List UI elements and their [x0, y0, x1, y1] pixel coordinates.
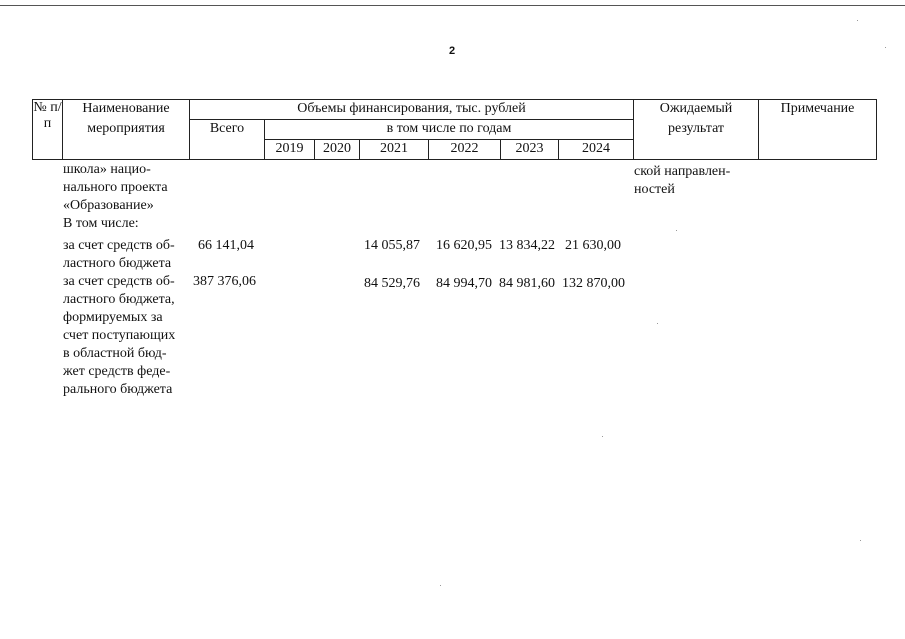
item-result-continued	[634, 163, 730, 199]
item-name-line: нального проекта	[63, 180, 168, 195]
header-year-2023: 2023	[501, 140, 559, 160]
scan-speck	[440, 585, 441, 586]
scan-speck	[676, 230, 677, 231]
header-col-result-line1: Ожидаемый	[659, 101, 733, 116]
row-name-line: формируемых за	[63, 310, 163, 325]
funding-row-regional-2023: 13 834,22	[499, 238, 555, 253]
header-col-name	[63, 100, 190, 160]
scan-speck	[857, 20, 858, 21]
header-col-number-label: № п/п	[33, 100, 62, 131]
funding-row-federal-total: 387 376,06	[193, 274, 256, 289]
funding-row-federal-2023: 84 981,60	[499, 276, 555, 291]
scan-speck	[885, 47, 886, 48]
funding-row-regional-total: 66 141,04	[198, 238, 254, 253]
header-col-result	[634, 100, 759, 160]
header-col-result-line2: результат	[667, 121, 725, 136]
item-result-line: ностей	[634, 182, 675, 197]
item-name-line: «Образование»	[63, 198, 154, 213]
row-name-line: рального бюджета	[63, 382, 173, 397]
header-col-volumes: Объемы финансирования, тыс. рублей	[190, 100, 634, 120]
header-col-by-years: в том числе по годам	[265, 120, 634, 140]
funding-row-federal-2021: 84 529,76	[364, 276, 420, 291]
scan-speck	[602, 436, 603, 437]
item-name-continued	[63, 161, 191, 215]
funding-row-regional-2022: 16 620,95	[436, 238, 492, 253]
funding-row-regional-name	[63, 237, 191, 273]
header-col-number	[33, 100, 63, 160]
row-name-line: ластного бюджета	[63, 256, 172, 271]
header-col-name-line2: мероприятия	[87, 121, 165, 136]
row-name-line: ластного бюджета,	[63, 292, 175, 307]
header-col-total: Всего	[190, 120, 265, 160]
item-result-line: ской направлен-	[634, 164, 731, 179]
row-name-line: жет средств феде-	[63, 364, 171, 379]
funding-row-regional-2021: 14 055,87	[364, 238, 420, 253]
funding-row-federal-name	[63, 273, 191, 399]
header-year-2019: 2019	[265, 140, 315, 160]
header-col-name-line1: Наименование	[82, 101, 170, 116]
scan-speck	[860, 540, 861, 541]
scan-speck	[657, 323, 658, 324]
header-col-note: Примечание	[759, 100, 877, 160]
page-number: 2	[449, 45, 456, 57]
table-header	[32, 99, 877, 160]
funding-row-federal-2022: 84 994,70	[436, 276, 492, 291]
funding-row-regional-2024: 21 630,00	[565, 238, 621, 253]
header-year-2022: 2022	[429, 140, 501, 160]
header-year-2021: 2021	[360, 140, 429, 160]
header-year-2024: 2024	[559, 140, 634, 160]
row-name-line: за счет средств об-	[63, 238, 175, 253]
top-border-line	[0, 5, 905, 6]
row-name-line: за счет средств об-	[63, 274, 175, 289]
funding-row-federal-2024: 132 870,00	[562, 276, 625, 291]
row-name-line: в областной бюд-	[63, 346, 167, 361]
header-year-2020: 2020	[315, 140, 360, 160]
including-label: В том числе:	[63, 216, 139, 231]
row-name-line: счет поступающих	[63, 328, 176, 343]
item-name-line: школа» нацио-	[63, 162, 151, 177]
